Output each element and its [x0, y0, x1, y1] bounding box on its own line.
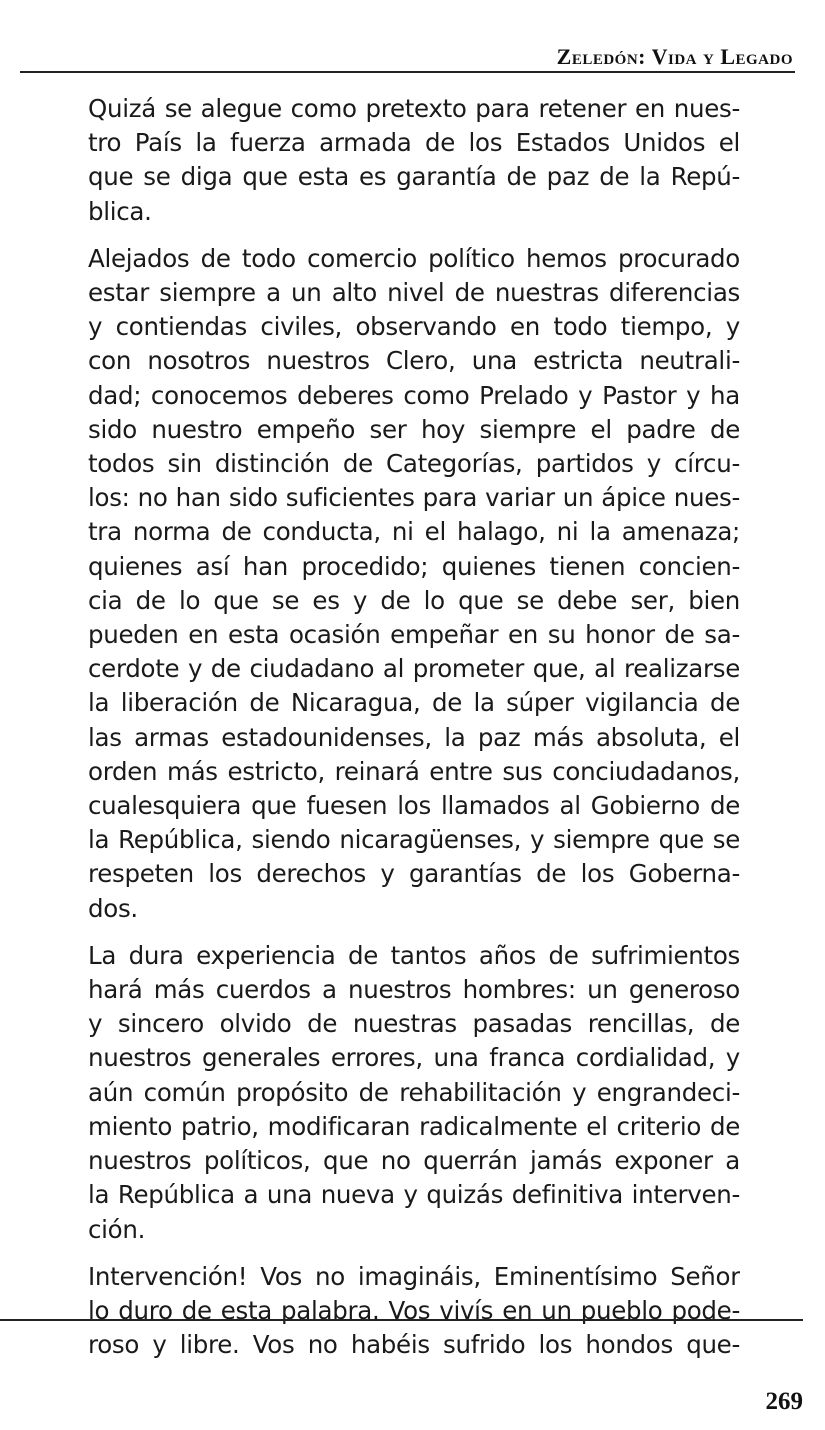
text-line: nuestros políticos, que no querrán jamás exponer a	[88, 1146, 740, 1176]
text-line: todos sin distinción de Categorías, partidos y círcu-	[88, 449, 740, 479]
paragraph	[88, 242, 740, 926]
text-line: ción.	[88, 1214, 146, 1244]
text-line: que se diga que esta es garantía de paz de la Repú-	[88, 162, 740, 192]
text-line: los: no han sido suficientes para variar un ápice nues-	[88, 483, 740, 513]
text-line: sido nuestro empeño ser hoy siempre el padre de	[88, 414, 740, 444]
text-line: lo duro de esta palabra. Vos vivís en un pueblo pode-	[88, 1295, 740, 1325]
text-line: respeten los derechos y garantías de los Goberna-	[88, 859, 740, 889]
body-text	[88, 92, 740, 1375]
text-line: y sincero olvido de nuestras pasadas rencillas, de	[88, 1009, 740, 1039]
footer-rule	[0, 1319, 803, 1321]
paragraph	[88, 92, 740, 229]
text-line: estar siempre a un alto nivel de nuestras diferencias	[88, 278, 740, 308]
text-line: con nosotros nuestros Clero, una estricta neutrali-	[88, 346, 740, 376]
text-line: cualesquiera que fuesen los llamados al Gobierno de	[88, 791, 740, 821]
text-line: nuestros generales errores, una franca cordialidad, y	[88, 1043, 740, 1073]
text-line: dos.	[88, 893, 138, 923]
text-line: aún común propósito de rehabilitación y engrandeci-	[88, 1077, 740, 1107]
page-number: 269	[765, 1388, 803, 1415]
running-title: Zeledón: Vida y Legado	[556, 44, 793, 69]
paragraph	[88, 939, 740, 1247]
text-line: pueden en esta ocasión empeñar en su honor de sa-	[88, 620, 740, 650]
text-line: La dura experiencia de tantos años de sufrimientos	[88, 940, 740, 970]
text-line: hará más cuerdos a nuestros hombres: un generoso	[88, 975, 740, 1005]
text-line: Quizá se alegue como pretexto para retener en nues-	[88, 94, 740, 123]
text-line: roso y libre. Vos no habéis sufrido los hondos que-	[88, 1330, 740, 1360]
text-line: cerdote y de ciudadano al prometer que, al realizarse	[88, 654, 740, 684]
text-line: blica.	[88, 196, 152, 226]
text-line: orden más estricto, reinará entre sus conciudadanos,	[88, 756, 740, 786]
text-line: y contiendas civiles, observando en todo tiempo, y	[88, 312, 740, 342]
text-line: quienes así han procedido; quienes tienen concien-	[88, 551, 740, 581]
text-line: las armas estadounidenses, la paz más absoluta, el	[88, 722, 740, 752]
text-line: tra norma de conducta, ni el halago, ni la amenaza;	[88, 517, 740, 547]
text-line: la República, siendo nicaragüenses, y siempre que se	[88, 825, 740, 855]
text-line: miento patrio, modificaran radicalmente el criterio de	[88, 1111, 740, 1141]
header-rule	[20, 71, 795, 73]
text-line: Alejados de todo comercio político hemos procurado	[88, 243, 740, 273]
text-line: tro País la fuerza armada de los Estados Unidos el	[88, 128, 740, 158]
paragraph	[88, 1260, 740, 1363]
text-line: Intervención! Vos no imagináis, Eminentísimo Señor	[88, 1261, 740, 1291]
text-line: dad; conocemos deberes como Prelado y Pastor y ha	[88, 380, 740, 410]
text-line: la República a una nueva y quizás definitiva interven-	[88, 1180, 740, 1210]
text-line: la liberación de Nicaragua, de la súper vigilancia de	[88, 688, 740, 718]
text-line: cia de lo que se es y de lo que se debe ser, bien	[88, 585, 740, 615]
